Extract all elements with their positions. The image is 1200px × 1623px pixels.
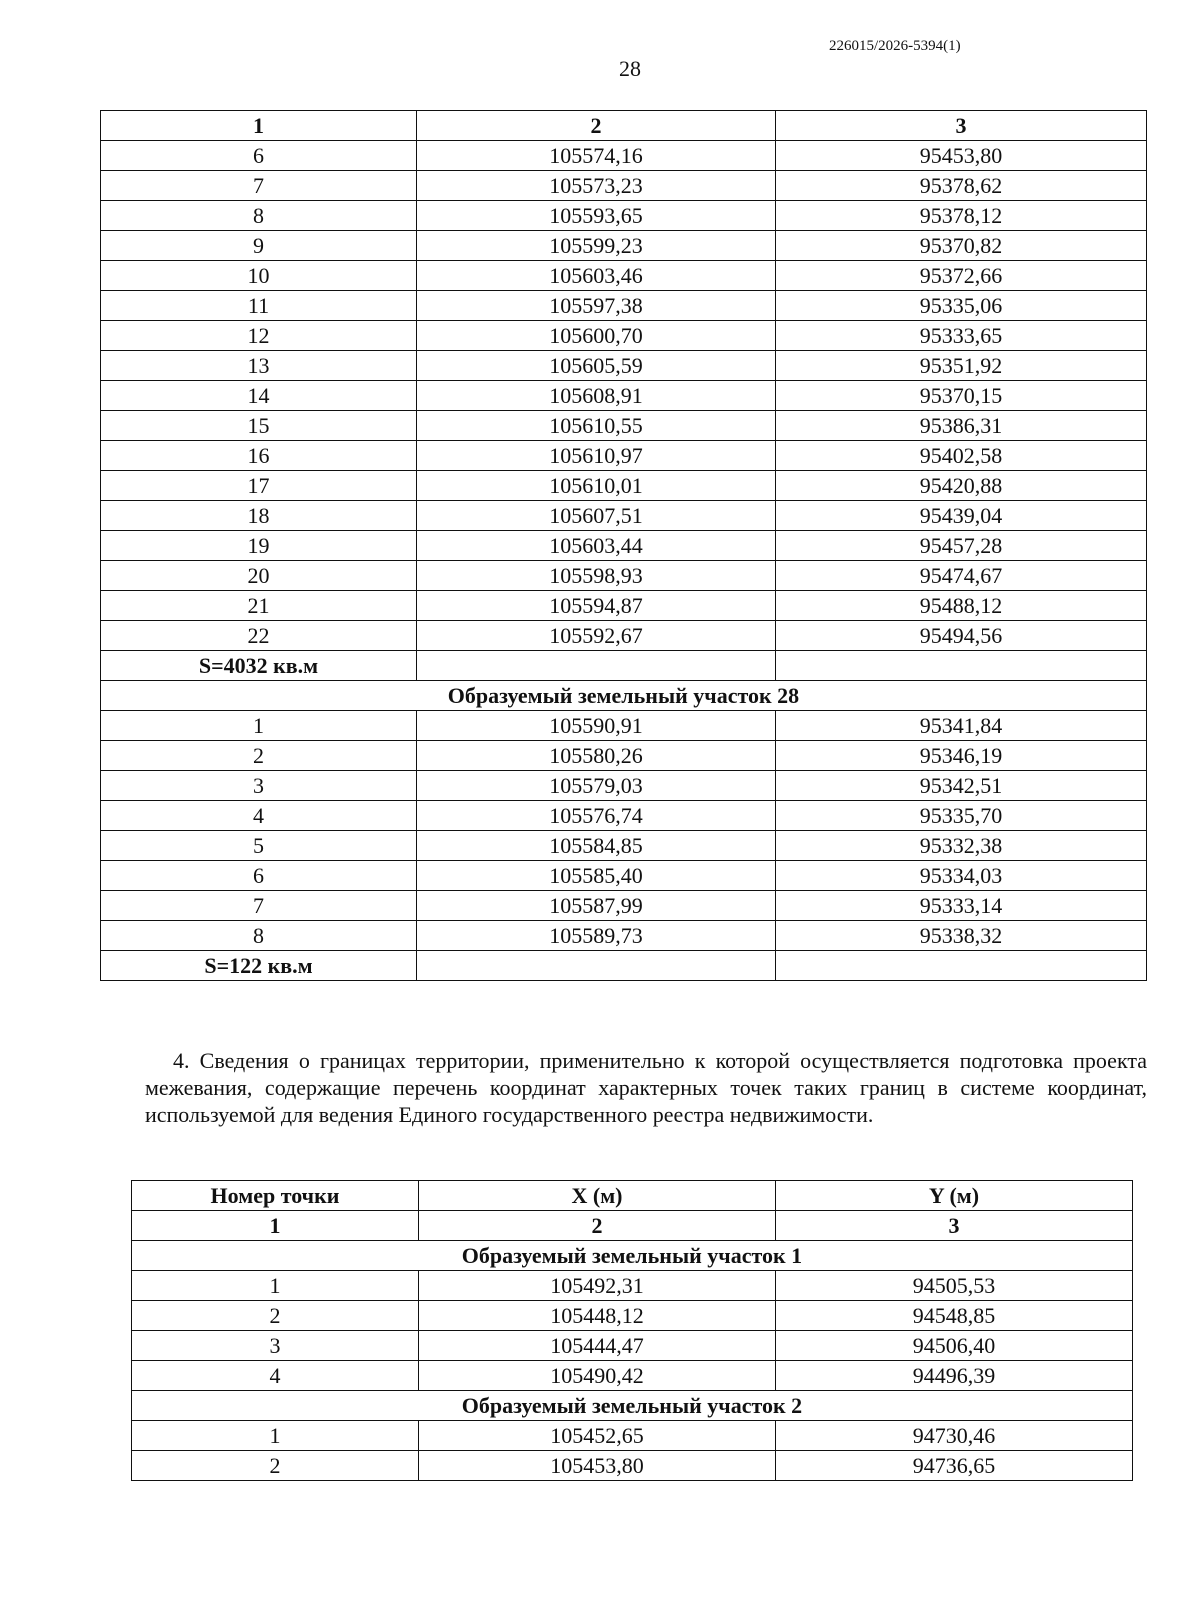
point-number-header: Номер точки <box>132 1181 419 1211</box>
table-row <box>101 291 1147 321</box>
y-coordinate-cell: 95372,66 <box>776 261 1147 291</box>
table-row <box>101 171 1147 201</box>
point-number-cell: 11 <box>101 291 417 321</box>
table-row <box>101 531 1147 561</box>
point-number-cell: 6 <box>101 861 417 891</box>
table-row <box>101 621 1147 651</box>
column-number-1: 1 <box>101 111 417 141</box>
y-coordinate-cell: 95333,65 <box>776 321 1147 351</box>
y-coordinate-cell: 95333,14 <box>776 891 1147 921</box>
table-row <box>101 861 1147 891</box>
section-row <box>101 681 1147 711</box>
point-number-cell: 22 <box>101 621 417 651</box>
table-row <box>101 711 1147 741</box>
y-coordinate-cell: 95335,70 <box>776 801 1147 831</box>
section-row <box>132 1241 1133 1271</box>
x-coordinate-cell: 105452,65 <box>419 1421 776 1451</box>
point-number-cell: 7 <box>101 171 417 201</box>
y-header: Y (м) <box>776 1181 1133 1211</box>
empty-cell <box>417 951 776 981</box>
y-coordinate-cell: 95474,67 <box>776 561 1147 591</box>
y-coordinate-cell: 95420,88 <box>776 471 1147 501</box>
x-coordinate-cell: 105580,26 <box>417 741 776 771</box>
table-row <box>101 471 1147 501</box>
section-title: Образуемый земельный участок 1 <box>132 1241 1133 1271</box>
x-coordinate-cell: 105610,55 <box>417 411 776 441</box>
y-coordinate-cell: 95370,82 <box>776 231 1147 261</box>
table-row <box>101 261 1147 291</box>
point-number-cell: 7 <box>101 891 417 921</box>
y-coordinate-cell: 95341,84 <box>776 711 1147 741</box>
x-coordinate-cell: 105574,16 <box>417 141 776 171</box>
point-number-cell: 20 <box>101 561 417 591</box>
header-row <box>132 1181 1133 1211</box>
y-coordinate-cell: 95342,51 <box>776 771 1147 801</box>
point-number-cell: 19 <box>101 531 417 561</box>
x-header: X (м) <box>419 1181 776 1211</box>
y-coordinate-cell: 94730,46 <box>776 1421 1133 1451</box>
x-coordinate-cell: 105610,97 <box>417 441 776 471</box>
table-row <box>101 411 1147 441</box>
point-number-cell: 21 <box>101 591 417 621</box>
x-coordinate-cell: 105599,23 <box>417 231 776 261</box>
table-row <box>101 201 1147 231</box>
table-row <box>101 921 1147 951</box>
y-coordinate-cell: 95386,31 <box>776 411 1147 441</box>
table-row <box>132 1361 1133 1391</box>
x-coordinate-cell: 105603,46 <box>417 261 776 291</box>
table-row <box>101 771 1147 801</box>
area-label: S=4032 кв.м <box>101 651 417 681</box>
table-row <box>101 831 1147 861</box>
y-coordinate-cell: 95346,19 <box>776 741 1147 771</box>
table-row <box>101 801 1147 831</box>
x-coordinate-cell: 105608,91 <box>417 381 776 411</box>
section-title: Образуемый земельный участок 28 <box>101 681 1147 711</box>
point-number-cell: 13 <box>101 351 417 381</box>
paragraph-text: 4. Сведения о границах территории, применительно к которой осуществляется подготовка проекта межевания, содержащие перечень координат характерных точек таких границ в системе координат, используемой для ведения Единого государственного реестра недвижимости. <box>145 1048 1147 1127</box>
point-number-cell: 3 <box>132 1331 419 1361</box>
table-row <box>101 441 1147 471</box>
table-row <box>101 591 1147 621</box>
table-row <box>101 891 1147 921</box>
point-number-cell: 9 <box>101 231 417 261</box>
point-number-cell: 12 <box>101 321 417 351</box>
point-number-cell: 2 <box>132 1451 419 1481</box>
y-coordinate-cell: 94736,65 <box>776 1451 1133 1481</box>
x-coordinate-cell: 105589,73 <box>417 921 776 951</box>
x-coordinate-cell: 105584,85 <box>417 831 776 861</box>
y-coordinate-cell: 95494,56 <box>776 621 1147 651</box>
point-number-cell: 4 <box>132 1361 419 1391</box>
table-row <box>132 1301 1133 1331</box>
y-coordinate-cell: 95439,04 <box>776 501 1147 531</box>
x-coordinate-cell: 105576,74 <box>417 801 776 831</box>
x-coordinate-cell: 105453,80 <box>419 1451 776 1481</box>
y-coordinate-cell: 95370,15 <box>776 381 1147 411</box>
point-number-cell: 15 <box>101 411 417 441</box>
column-number-2: 2 <box>419 1211 776 1241</box>
y-coordinate-cell: 95457,28 <box>776 531 1147 561</box>
section-title: Образуемый земельный участок 2 <box>132 1391 1133 1421</box>
x-coordinate-cell: 105594,87 <box>417 591 776 621</box>
x-coordinate-cell: 105593,65 <box>417 201 776 231</box>
y-coordinate-cell: 95378,62 <box>776 171 1147 201</box>
x-coordinate-cell: 105607,51 <box>417 501 776 531</box>
area-label: S=122 кв.м <box>101 951 417 981</box>
y-coordinate-cell: 94505,53 <box>776 1271 1133 1301</box>
table-row <box>132 1331 1133 1361</box>
point-number-cell: 2 <box>101 741 417 771</box>
x-coordinate-cell: 105603,44 <box>417 531 776 561</box>
column-number-row <box>132 1211 1133 1241</box>
point-number-cell: 14 <box>101 381 417 411</box>
point-number-cell: 18 <box>101 501 417 531</box>
point-number-cell: 4 <box>101 801 417 831</box>
point-number-cell: 3 <box>101 771 417 801</box>
column-number-3: 3 <box>776 111 1147 141</box>
table-row <box>101 381 1147 411</box>
column-number-1: 1 <box>132 1211 419 1241</box>
column-number-row <box>101 111 1147 141</box>
table-row <box>101 501 1147 531</box>
point-number-cell: 10 <box>101 261 417 291</box>
empty-cell <box>776 951 1147 981</box>
x-coordinate-cell: 105573,23 <box>417 171 776 201</box>
table-row <box>132 1421 1133 1451</box>
point-number-cell: 6 <box>101 141 417 171</box>
x-coordinate-cell: 105600,70 <box>417 321 776 351</box>
x-coordinate-cell: 105605,59 <box>417 351 776 381</box>
y-coordinate-cell: 95378,12 <box>776 201 1147 231</box>
table-row <box>132 1271 1133 1301</box>
y-coordinate-cell: 95488,12 <box>776 591 1147 621</box>
point-number-cell: 1 <box>132 1421 419 1451</box>
y-coordinate-cell: 95351,92 <box>776 351 1147 381</box>
y-coordinate-cell: 94548,85 <box>776 1301 1133 1331</box>
table-row <box>101 321 1147 351</box>
section-4-paragraph <box>145 1047 1147 1128</box>
point-number-cell: 1 <box>132 1271 419 1301</box>
x-coordinate-cell: 105579,03 <box>417 771 776 801</box>
point-number-cell: 1 <box>101 711 417 741</box>
document-id: 226015/2026-5394(1) <box>829 38 961 54</box>
x-coordinate-cell: 105444,47 <box>419 1331 776 1361</box>
table-row <box>101 561 1147 591</box>
coordinates-table-continued <box>100 110 1147 981</box>
empty-cell <box>417 651 776 681</box>
area-row <box>101 951 1147 981</box>
table-row <box>101 141 1147 171</box>
y-coordinate-cell: 94496,39 <box>776 1361 1133 1391</box>
x-coordinate-cell: 105598,93 <box>417 561 776 591</box>
x-coordinate-cell: 105492,31 <box>419 1271 776 1301</box>
y-coordinate-cell: 95338,32 <box>776 921 1147 951</box>
page-number: 28 <box>619 56 641 81</box>
column-number-2: 2 <box>417 111 776 141</box>
empty-cell <box>776 651 1147 681</box>
point-number-cell: 17 <box>101 471 417 501</box>
area-row <box>101 651 1147 681</box>
x-coordinate-cell: 105490,42 <box>419 1361 776 1391</box>
y-coordinate-cell: 95332,38 <box>776 831 1147 861</box>
y-coordinate-cell: 95334,03 <box>776 861 1147 891</box>
point-number-cell: 8 <box>101 201 417 231</box>
column-number-3: 3 <box>776 1211 1133 1241</box>
x-coordinate-cell: 105590,91 <box>417 711 776 741</box>
y-coordinate-cell: 95335,06 <box>776 291 1147 321</box>
section-row <box>132 1391 1133 1421</box>
y-coordinate-cell: 95402,58 <box>776 441 1147 471</box>
x-coordinate-cell: 105448,12 <box>419 1301 776 1331</box>
point-number-cell: 8 <box>101 921 417 951</box>
y-coordinate-cell: 95453,80 <box>776 141 1147 171</box>
point-number-cell: 5 <box>101 831 417 861</box>
y-coordinate-cell: 94506,40 <box>776 1331 1133 1361</box>
table-row <box>101 351 1147 381</box>
point-number-cell: 16 <box>101 441 417 471</box>
x-coordinate-cell: 105592,67 <box>417 621 776 651</box>
x-coordinate-cell: 105597,38 <box>417 291 776 321</box>
x-coordinate-cell: 105610,01 <box>417 471 776 501</box>
boundary-coordinates-table <box>131 1180 1133 1481</box>
x-coordinate-cell: 105585,40 <box>417 861 776 891</box>
table-row <box>132 1451 1133 1481</box>
table-row <box>101 231 1147 261</box>
table-row <box>101 741 1147 771</box>
point-number-cell: 2 <box>132 1301 419 1331</box>
x-coordinate-cell: 105587,99 <box>417 891 776 921</box>
